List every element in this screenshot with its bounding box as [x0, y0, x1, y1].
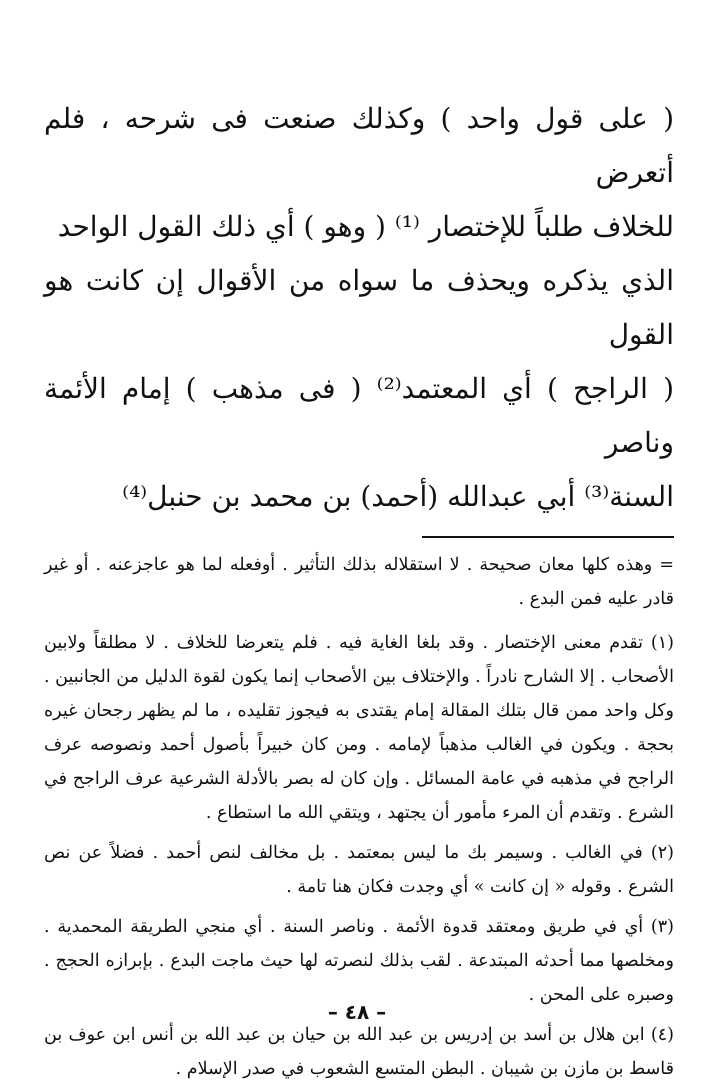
main-text-line: ( على قول واحد ) وكذلك صنعت فى شرحه ، فلم أتعرض	[44, 102, 674, 189]
footnote-4: (٤) ابن هلال بن أسد بن إدريس بن عبد الله بن حيان بن عبد الله بن أنس ابن عوف بن قاسط بن مازن بن شيبان . البطن المتسع الشعوب في صدر الإسلام .	[44, 1025, 674, 1079]
book-page	[44, 92, 674, 1092]
page-number: – ٤٨ –	[327, 1000, 387, 1024]
footnote-2: (٢) في الغالب . وسيمر بك ما ليس بمعتمد . بل مخالف لنص أحمد . فضلاً عن نص الشرع . وقوله « إن كانت » أي وجدت فكان هنا تامة .	[44, 843, 674, 897]
main-text	[44, 92, 674, 524]
footnote-1: (١) تقدم معنى الإختصار . وقد بلغا الغاية فيه . فلم يتعرضا للخلاف . لا مطلقاً ولابين الأصحاب . إلا الشارح نادراً . والإختلاف بين الأصحاب إنما يكون لقوة الدليل من الجانبين . وكل واحد ممن قال بتلك المقالة إمام يقتدى به فيجوز تقليده ، ما لم يظهر رجحان غيره بحجة . ويكون في الغالب مذهباً لإمامه . ومن كان خبيراً بأصول أحمد ونصوصه عرف الراجح في مذهبه في عامة المسائل . وإن كان له بصر بالأدلة الشرعية عرف الراجح في الشرع . وتقدم أن المرء مأمور أن يجتهد ، ويتقي الله ما استطاع .	[44, 633, 674, 823]
footnote-separator	[44, 524, 674, 548]
main-text-line: الذي يذكره ويحذف ما سواه من الأقوال إن كانت هو القول	[44, 264, 674, 351]
main-text-line: ( الراجح ) أي المعتمد⁽²⁾ ( فى مذهب ) إمام الأئمة وناصر	[44, 372, 674, 459]
footnote-continuation: = وهذه كلها معان صحيحة . لا استقلاله بذلك التأثير . أوفعله لما هو عاجزعنه . أو غير قادر عليه فمن البدع .	[44, 555, 674, 609]
main-text-line: للخلاف طلباً للإختصار ⁽¹⁾ ( وهو ) أي ذلك القول الواحد	[57, 210, 674, 243]
footnote-3: (٣) أي في طريق ومعتقد قدوة الأئمة . وناصر السنة . أي منجي الطريقة المحمدية . ومخلصها مما أحدثه المبتدعة . لقب بذلك لنصرته لها حيث ماجت البدع . بإبرازه الحجج . وصبره على المحن .	[44, 917, 674, 1005]
separator-line	[422, 536, 674, 538]
main-text-line: السنة⁽³⁾ أبي عبدالله (أحمد) بن محمد بن حنبل⁽⁴⁾	[122, 480, 674, 513]
